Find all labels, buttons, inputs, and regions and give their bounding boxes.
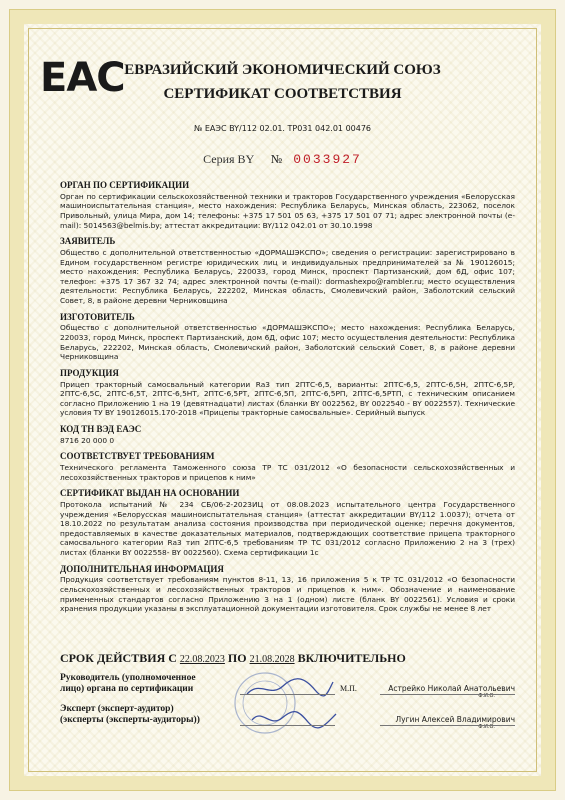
section-text: Протокола испытаний № 234 СБ/06-2-2023ИЦ от 08.08.2023 испытательного центра Государственного учреждения «Белорусская машиноиспытательная станция» (аттестат аккредитации BY/112 1.0037); отчета от 18.10.2022 по результатам анализа состояния производства при периодической оценке; перечня документов, предоставляемых в качестве доказательных материалов, подтверждающих соответствие прицепа тракторного самосвального категории Ra3 тип 2ПТС-6,5 требованиям ТР ТС 031/2012 согласно Приложению 2 на 3 (трех) листах (бланки BY 0022558- BY 0022560). Схема сертификации 1с bbox=[60, 499, 515, 558]
validity-to: 21.08.2028 bbox=[249, 654, 295, 665]
section-heading: СООТВЕТСТВУЕТ ТРЕБОВАНИЯМ bbox=[60, 451, 215, 462]
section-heading: СЕРТИФИКАТ ВЫДАН НА ОСНОВАНИИ bbox=[60, 488, 240, 499]
head-signature-line bbox=[240, 694, 335, 695]
serial-number: 0033927 bbox=[293, 152, 362, 167]
number-sign: № bbox=[270, 152, 283, 166]
head-label-line1: Руководитель (уполномоченное bbox=[60, 673, 196, 683]
section-heading: ОРГАН ПО СЕРТИФИКАЦИИ bbox=[60, 180, 190, 190]
section-text: Орган по сертификации сельскохозяйственной техники и тракторов Государственного учреждения «Белорусская машиноиспытательная станция», место нахождения: Республика Беларусь, Минская область, 223062, поселок Привольный, улица Мира, дом 14; телефоны: +375 17 501 05 63, +375 17 501 07 71; адрес электронной почты (e-mail): 5014563@belmis.by; аттестат аккредитации: BY/112 042.01 от 30.10.1998 bbox=[60, 191, 515, 230]
section-hs-code bbox=[60, 424, 515, 445]
series-label: Серия BY bbox=[203, 152, 254, 166]
section-basis bbox=[60, 488, 515, 557]
head-signature-icon bbox=[245, 676, 335, 700]
validity-label: СРОК ДЕЙСТВИЯ С bbox=[60, 651, 177, 665]
section-text: Общество с дополнительной ответственностью «ДОРМАШЭКСПО»; сведения о регистрации: зарегистрировано в Едином государственном регистре юридических лиц и индивидуальных предпринимателей за № 190126015; место нахождения: Республика Беларусь, 220033, город Минск, проспект Партизанский, дом 6Д, офис 107; телефон: +375 17 367 32 74; адрес электронной почты (e-mail): dormashexpo@rambler.ru; место осуществления деятельности: Республика Беларусь, 222202, Минская область, Смолевичский район, Заболотский сельский Совет, 8, в районе деревни Черниковщина bbox=[60, 247, 515, 305]
validity-to-label: ПО bbox=[227, 651, 247, 665]
expert-label-line1: Эксперт (эксперт-аудитор) bbox=[60, 704, 174, 714]
section-certification-body bbox=[60, 180, 515, 230]
registration-number: № ЕАЭС BY/112 02.01. ТР031 042.01 00476 bbox=[193, 124, 372, 133]
section-text: Общество с дополнительной ответственностью «ДОРМАШЭКСПО»; место нахождения: Республика Беларусь, 220033, город Минск, проспект Партизанский, дом 6Д, офис 107; место осуществления деятельности: Республика Беларусь, 222202, Минская область, Смолевичский район, Заболотский сельский Совет, 8, в районе деревни Черниковщина bbox=[60, 323, 515, 362]
expert-signature-line bbox=[240, 725, 335, 726]
section-heading: ЗАЯВИТЕЛЬ bbox=[60, 236, 116, 247]
head-name-text: Астрейко Николай Анатольевич bbox=[388, 684, 515, 693]
section-applicant bbox=[60, 236, 515, 305]
certificate-body bbox=[60, 180, 515, 620]
union-title: ЕВРАЗИЙСКИЙ ЭКОНОМИЧЕСКИЙ СОЮЗ bbox=[124, 62, 441, 78]
section-text: Прицеп тракторный самосвальный категории Ra3 тип 2ПТС-6,5, варианты: 2ПТС-6,5, 2ПТС-6,5Н, 2ПТС-6,5Р, 2ПТС-6,5С, 2ПТС-6,5Т, 2ПТС-6,5НТ, 2ПТС-6,5РТ, 2ПТС-6,5П, 2ПТС-6,5РП, 2ПТС-6,5РТП, с техническим описанием согласно Приложению 1 на 19 (девятнадцати) листах (бланки BY 0022562, BY 0022540 - BY 0022557). Технические условия ТУ BY 190126015.170-2018 «Прицепы тракторные самосвальные». Серийный выпуск bbox=[60, 379, 515, 418]
head-name-line bbox=[380, 694, 515, 695]
section-heading: ПРОДУКЦИЯ bbox=[60, 367, 119, 378]
expert-fio-caption: Ф.И.О. bbox=[478, 724, 495, 730]
head-fio-caption: Ф.И.О. bbox=[478, 693, 495, 699]
serial-line bbox=[0, 152, 565, 167]
eac-logo: EAC bbox=[40, 55, 125, 101]
section-heading: ДОПОЛНИТЕЛЬНАЯ ИНФОРМАЦИЯ bbox=[60, 563, 224, 574]
validity-from: 22.08.2023 bbox=[179, 654, 225, 665]
section-heading: ИЗГОТОВИТЕЛЬ bbox=[60, 311, 135, 322]
section-additional-info bbox=[60, 564, 515, 614]
section-text: 8716 20 000 0 bbox=[60, 435, 115, 445]
head-name bbox=[380, 684, 515, 699]
section-text: Продукция соответствует требованиям пунктов 8-11, 13, 16 приложения 5 к ТР ТС 031/2012 «О безопасности сельскохозяйственных и лесохозяйственных тракторов и прицепов к ним». Обозначение и наименование примененных стандартов согласно Приложению 3 на 1 (одном) листе (бланк BY 0022561). Условия и сроки хранения продукции указаны в эксплуатационной документации изготовителя. Срок службы не менее 8 лет bbox=[60, 575, 515, 614]
certificate-title: СЕРТИФИКАТ СООТВЕТСТВИЯ bbox=[163, 86, 402, 102]
expert-name-text: Лугин Алексей Владимирович bbox=[395, 715, 515, 724]
validity-suffix: ВКЛЮЧИТЕЛЬНО bbox=[297, 651, 406, 665]
validity-period bbox=[60, 651, 520, 666]
section-requirements bbox=[60, 451, 515, 482]
section-text: Технического регламента Таможенного союза ТР ТС 031/2012 «О безопасности сельскохозяйственных и лесохозяйственных тракторов и прицепов к ним» bbox=[60, 463, 515, 482]
head-label-line2: лицо) органа по сертификации bbox=[60, 684, 194, 695]
seal-place: М.П. bbox=[340, 684, 357, 693]
expert-name-line bbox=[380, 725, 515, 726]
section-manufacturer bbox=[60, 312, 515, 362]
expert-name bbox=[380, 715, 515, 730]
section-product bbox=[60, 368, 515, 418]
expert-label-line2: (эксперты (эксперты-аудиторы)) bbox=[60, 715, 200, 726]
section-heading: КОД ТН ВЭД ЕАЭС bbox=[60, 424, 142, 434]
